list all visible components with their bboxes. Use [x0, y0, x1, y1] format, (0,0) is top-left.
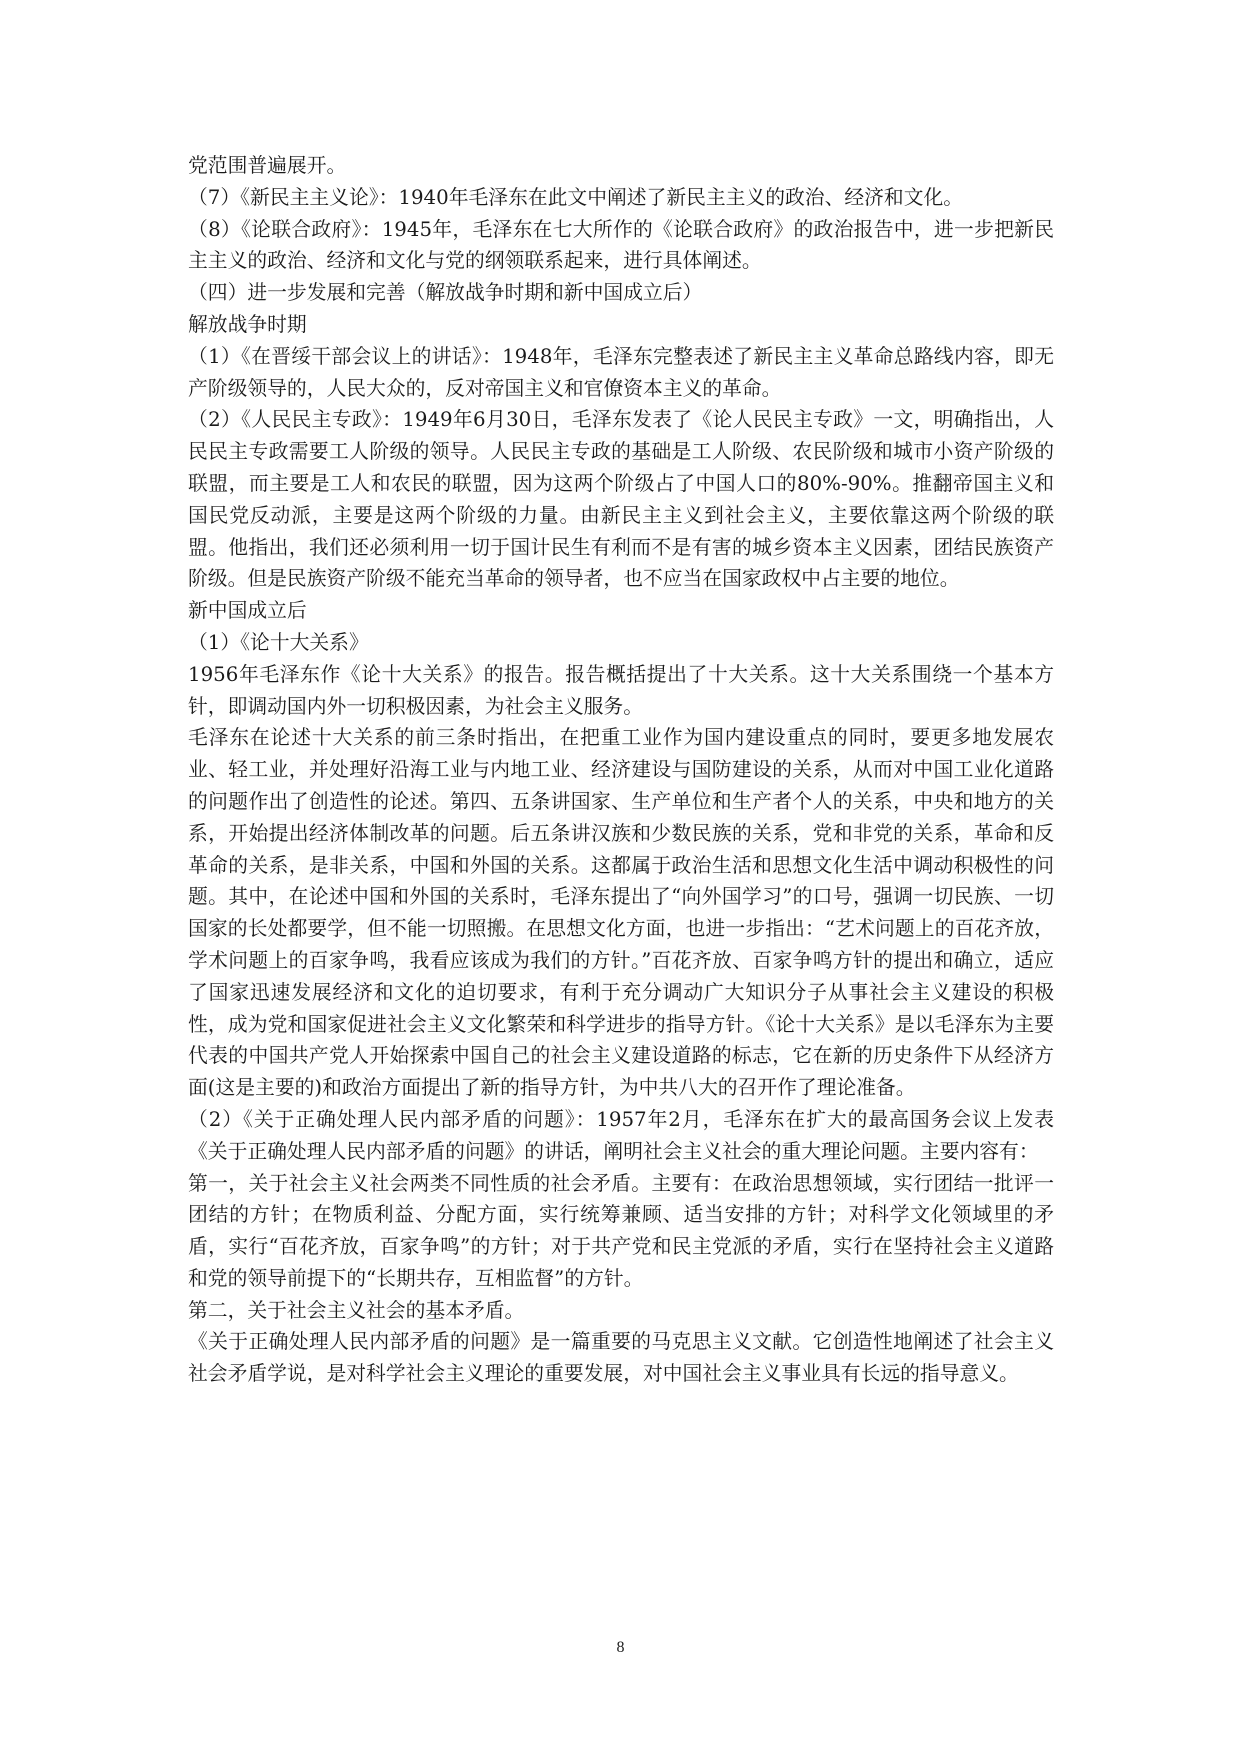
- paragraph-ten-relations-detail: 毛泽东在论述十大关系的前三条时指出，在把重工业作为国内建设重点的同时，要更多地发展农业、轻工业，并处理好沿海工业与内地工业、经济建设与国防建设的关系，从而对中国工业化道路的问题作出了创造性的论述。第四、五条讲国家、生产单位和生产者个人的关系，中央和地方的关系，开始提出经济体制改革的问题。后五条讲汉族和少数民族的关系，党和非党的关系，革命和反革命的关系，是非关系，中国和外国的关系。这都属于政治生活和思想文化生活中调动积极性的问题。其中，在论述中国和外国的关系时，毛泽东提出了“向外国学习”的口号，强调一切民族、一切国家的长处都要学，但不能一切照搬。在思想文化方面，也进一步指出：“艺术问题上的百花齐放，学术问题上的百家争鸣，我看应该成为我们的方针。”百花齐放、百家争鸣方针的提出和确立，适应了国家迅速发展经济和文化的迫切要求，有利于充分调动广大知识分子从事社会主义建设的积极性，成为党和国家促进社会主义文化繁荣和科学进步的指导方针。《论十大关系》是以毛泽东为主要代表的中国共产党人开始探索中国自己的社会主义建设道路的标志，它在新的历史条件下从经济方面(这是主要的)和政治方面提出了新的指导方针，为中共八大的召开作了理论准备。: [188, 726, 1054, 1100]
- paragraph-people-democratic-dictatorship: （2）《人民民主专政》：1949年6月30日，毛泽东发表了《论人民民主专政》一文，明确指出，人民民主专政需要工人阶级的领导。人民民主专政的基础是工人阶级、农民阶级和城市小资产阶级的联盟，而主要是工人和农民的联盟，因为这两个阶级占了中国人口的80%-90%。推翻帝国主义和国民党反动派，主要是这两个阶级的力量。由新民主主义到社会主义，主要依靠这两个阶级的联盟。他指出，我们还必须利用一切于国计民生有利而不是有害的城乡资本主义因素，团结民族资产阶级。但是民族资产阶级不能充当革命的领导者，也不应当在国家政权中占主要的地位。: [188, 408, 1054, 591]
- paragraph-internal-contradictions: （2）《关于正确处理人民内部矛盾的问题》：1957年2月，毛泽东在扩大的最高国务会议上发表《关于正确处理人民内部矛盾的问题》的讲话，阐明社会主义社会的重大理论问题。主要内容有：: [188, 1107, 1054, 1163]
- paragraph-significance: 《关于正确处理人民内部矛盾的问题》是一篇重要的马克思主义文献。它创造性地阐述了社会主义社会矛盾学说，是对科学社会主义理论的重要发展，对中国社会主义事业具有长远的指导意义。: [188, 1330, 1054, 1386]
- section-heading-further-development: （四）进一步发展和完善（解放战争时期和新中国成立后）: [188, 281, 703, 305]
- subheading-after-founding: 新中国成立后: [188, 599, 307, 623]
- item-ten-relations-title: （1）《论十大关系》: [188, 630, 369, 654]
- document-body: [188, 150, 1054, 1390]
- paragraph-ten-relations-summary: 1956年毛泽东作《论十大关系》的报告。报告概括提出了十大关系。这十大关系围绕一个基本方针，即调动国内外一切积极因素，为社会主义服务。: [188, 662, 1054, 718]
- paragraph-new-democracy: （7）《新民主主义论》：1940年毛泽东在此文中阐述了新民主主义的政治、经济和文化。: [188, 185, 964, 209]
- paragraph-basic-contradiction: 第二，关于社会主义社会的基本矛盾。: [188, 1298, 525, 1322]
- paragraph-jinsui-speech: （1）《在晋绥干部会议上的讲话》：1948年，毛泽东完整表述了新民主主义革命总路线内容，即无产阶级领导的，人民大众的，反对帝国主义和官僚资本主义的革命。: [188, 344, 1054, 400]
- paragraph-party-scope: 党范围普遍展开。: [188, 154, 347, 177]
- page-number: 8: [616, 1639, 625, 1656]
- subheading-liberation-war-period: 解放战争时期: [188, 312, 307, 336]
- paragraph-coalition-government: （8）《论联合政府》：1945年，毛泽东在七大所作的《论联合政府》的政治报告中，进一步把新民主主义的政治、经济和文化与党的纲领联系起来，进行具体阐述。: [188, 217, 1054, 273]
- paragraph-two-types-contradictions: 第一，关于社会主义社会两类不同性质的社会矛盾。主要有：在政治思想领域，实行团结一批评一团结的方针；在物质利益、分配方面，实行统筹兼顾、适当安排的方针；对科学文化领域里的矛盾，实行“百花齐放，百家争鸣”的方针；对于共产党和民主党派的矛盾，实行在坚持社会主义道路和党的领导前提下的“长期共存，互相监督”的方针。: [188, 1171, 1054, 1290]
